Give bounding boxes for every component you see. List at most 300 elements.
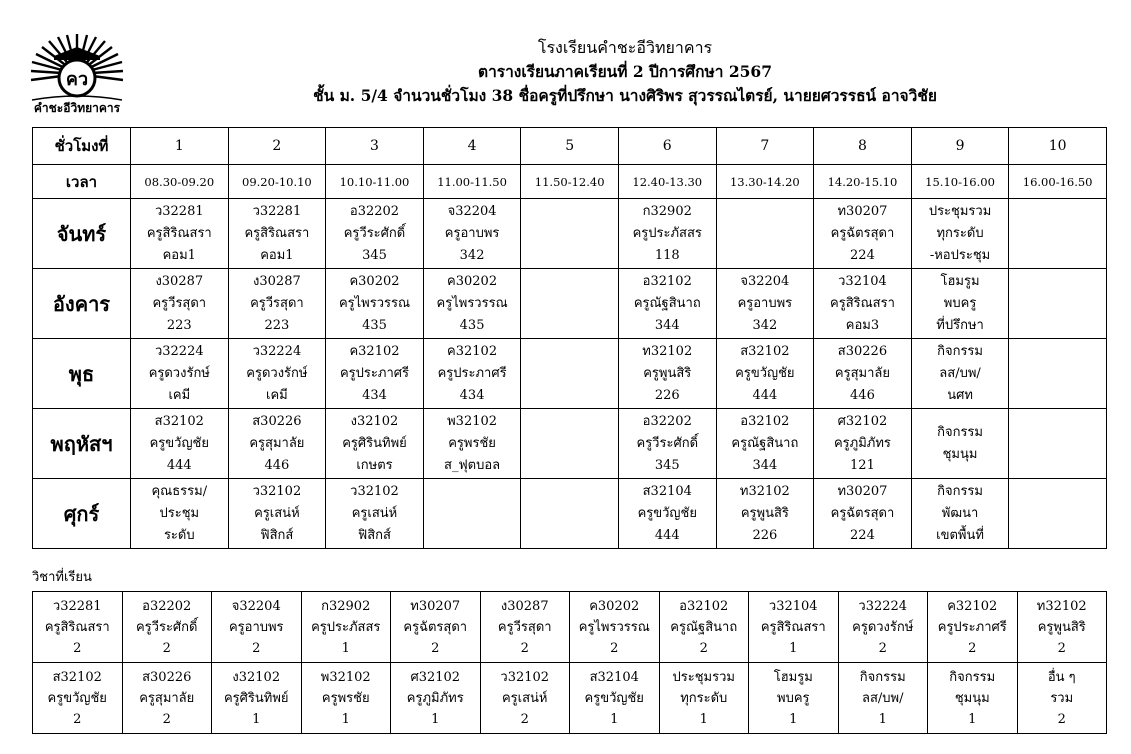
class-cell-line: จ32204 [740, 273, 790, 289]
subject-cell-line: 1 [252, 711, 261, 727]
class-cell [326, 199, 424, 269]
subject-cell-line: ครูพูนสิริ [1037, 619, 1086, 635]
class-cell-line: 345 [362, 247, 387, 263]
class-cell-line: ที่ปรึกษา [936, 317, 984, 333]
svg-text:คว: คว [65, 69, 89, 90]
class-cell [814, 409, 912, 479]
subject-cell [212, 663, 302, 734]
class-cell-line: อ32102 [642, 273, 692, 289]
subject-cell-line: ลส/บพ/ [862, 690, 904, 706]
class-cell-line: ครูสิริณสรา [244, 225, 310, 241]
subject-cell [1017, 592, 1107, 663]
subject-cell [122, 592, 212, 663]
class-cell-line: เคมี [266, 387, 288, 403]
subject-cell-line: ครูอาบพร [228, 619, 284, 635]
subject-cell [480, 592, 570, 663]
subject-cell-line: ว32281 [52, 598, 102, 614]
logo-text: คำชะอีวิทยาคาร [33, 101, 121, 115]
class-cell-line: ส32104 [642, 483, 692, 499]
subject-cell [480, 663, 570, 734]
subject-cell-line: ค30202 [589, 598, 640, 614]
timetable [32, 127, 1107, 549]
subject-cell-line: 2 [431, 640, 440, 656]
class-cell-line: 342 [752, 317, 778, 333]
subject-cell-line: ว32104 [768, 598, 818, 614]
subject-cell-line: พ32102 [320, 669, 371, 685]
class-cell-line: ง30287 [253, 273, 301, 289]
class-cell [228, 269, 326, 339]
class-cell-line: ส_ฟุตบอล [444, 457, 501, 473]
subject-cell-line: ค32102 [947, 598, 998, 614]
subject-cell-line: กิจกรรม [949, 669, 996, 685]
subject-cell-line: ครูศิรินทิพย์ [223, 690, 289, 706]
class-cell-line: ส30226 [252, 413, 302, 429]
class-cell-line: ครูวีรสุดา [152, 295, 207, 311]
class-cell-line: ครูสุมาลัย [249, 435, 305, 451]
class-cell-line: 224 [850, 247, 875, 263]
class-cell-line: กิจกรรม [937, 343, 983, 359]
subject-cell [570, 663, 660, 734]
period-number: 9 [911, 128, 1009, 165]
subjects-row [33, 663, 1107, 734]
subject-cell-line: ครูวีระศักดิ์ [135, 619, 198, 635]
period-number: 1 [131, 128, 229, 165]
subject-cell [33, 592, 123, 663]
class-cell [911, 269, 1009, 339]
class-cell-line: พัฒนา [941, 505, 979, 521]
class-info: ชั้น ม. 5/4 จำนวนชั่วโมง 38 ชื่อครูที่ปรึกษา นางศิริพร สุวรรณไตรย์, นายยศวรรธน์ อาจวิชัย [313, 86, 937, 105]
subject-cell-line: โฮมรูม [773, 669, 813, 685]
subject-cell-line: ง32102 [232, 669, 281, 685]
class-cell-line: เกษตร [356, 457, 393, 473]
class-cell-line: 435 [362, 317, 387, 333]
class-cell-line: ง32102 [350, 413, 399, 429]
class-cell-line: ครูขวัญชัย [149, 435, 209, 451]
class-cell-line: ค30202 [447, 273, 498, 289]
subject-cell-line: ทุกระดับ [680, 690, 728, 706]
subject-cell-line: 1 [699, 711, 708, 727]
day-row [33, 269, 1107, 339]
class-cell-line: 342 [459, 247, 485, 263]
subject-cell-line: 2 [610, 640, 619, 656]
school-logo [28, 30, 126, 116]
class-cell [521, 269, 619, 339]
class-cell [716, 409, 814, 479]
class-cell-line: 435 [459, 317, 485, 333]
class-cell-line: ครูประภาศรี [339, 365, 409, 381]
class-cell [814, 269, 912, 339]
day-row [33, 479, 1107, 549]
class-cell-line: ครูพูนสิริ [643, 365, 692, 381]
class-cell [814, 339, 912, 409]
class-cell [423, 269, 521, 339]
class-cell [1009, 479, 1107, 549]
class-cell-line: ครูดวงรักษ์ [148, 365, 210, 381]
class-cell-line: ระดับ [163, 527, 195, 543]
class-cell-line: 118 [654, 247, 680, 263]
subject-cell-line: พบครู [777, 690, 810, 706]
subject-cell-line: ว32224 [858, 598, 908, 614]
subject-cell-line: ง30287 [500, 598, 549, 614]
class-cell-line: ครูประภัสสร [632, 225, 702, 241]
subject-cell-line: 1 [878, 711, 887, 727]
subject-cell-line: ครูเสน่ห์ [501, 690, 548, 706]
class-cell-line: กิจกรรม [937, 483, 983, 499]
class-cell-line: 224 [850, 527, 875, 543]
class-cell-line: ฟิสิกส์ [358, 527, 391, 543]
class-cell-line: คอม1 [162, 247, 196, 263]
subject-cell-line: อ32202 [142, 598, 192, 614]
subject-cell-line: ครูภูมิภัทร [406, 690, 464, 706]
class-cell-line: 444 [166, 457, 192, 473]
subject-cell-line: ท30207 [410, 598, 461, 614]
class-cell [423, 409, 521, 479]
subject-cell-line: 2 [878, 640, 887, 656]
day-name: ศุกร์ [33, 479, 131, 549]
subject-cell-line: ส32102 [52, 669, 102, 685]
subject-cell-line: ครูพรชัย [321, 690, 370, 706]
class-cell [521, 199, 619, 269]
class-cell-line: ครูอาบพร [737, 295, 793, 311]
subject-cell [659, 592, 749, 663]
class-cell-line: ครูพรชัย [448, 435, 496, 451]
subject-cell-line: 1 [789, 640, 798, 656]
subject-cell [122, 663, 212, 734]
class-cell [228, 199, 326, 269]
subject-cell-line: อื่น ๆ [1047, 669, 1076, 685]
day-name: จันทร์ [33, 199, 131, 269]
subject-cell-line: 1 [968, 711, 977, 727]
period-number: 2 [228, 128, 326, 165]
class-cell [423, 479, 521, 549]
subject-cell-line: ครูณัฐสินาถ [670, 619, 738, 635]
class-cell-line: ครูขวัญชัย [637, 505, 697, 521]
subject-cell [212, 592, 302, 663]
subject-cell-line: ศ32102 [410, 669, 461, 685]
subject-cell-line: 2 [1057, 711, 1066, 727]
class-cell [326, 409, 424, 479]
class-cell [618, 339, 716, 409]
class-cell-line: ครูณัฐสินาถ [633, 295, 701, 311]
class-cell [521, 479, 619, 549]
day-row [33, 339, 1107, 409]
period-number: 8 [814, 128, 912, 165]
class-cell [131, 479, 229, 549]
class-cell-line: ว32102 [252, 483, 302, 499]
class-cell-line: ครูภูมิภัทร [833, 435, 891, 451]
class-cell [618, 409, 716, 479]
subject-cell-line: ท32102 [1036, 598, 1087, 614]
time-slot: 08.30-09.20 [131, 165, 229, 199]
subject-cell-line: รวม [1050, 690, 1074, 706]
class-cell-line: ครูอาบพร [444, 225, 500, 241]
subject-cell-line: ครูฉัตรสุดา [403, 619, 468, 635]
subject-cell-line: 1 [341, 640, 350, 656]
class-cell [228, 409, 326, 479]
class-cell-line: ครูณัฐสินาถ [731, 435, 799, 451]
class-cell-line: ค30202 [349, 273, 400, 289]
subject-cell-line: ครูดวงรักษ์ [852, 619, 914, 635]
class-cell [911, 199, 1009, 269]
subject-cell [928, 663, 1018, 734]
time-slot: 14.20-15.10 [814, 165, 912, 199]
class-cell-line: ส32102 [154, 413, 204, 429]
subject-cell-line: 2 [73, 640, 82, 656]
subject-cell-line: 1 [610, 711, 619, 727]
class-cell-line: ศ32102 [837, 413, 888, 429]
subject-cell-line: ครูขวัญชัย [584, 690, 644, 706]
period-label: ชั่วโมงที่ [33, 128, 131, 165]
class-cell-line: ว32104 [838, 273, 887, 289]
school-emblem-icon [28, 30, 126, 116]
class-cell-line: เคมี [168, 387, 191, 403]
subject-cell [301, 663, 391, 734]
class-cell [326, 269, 424, 339]
class-cell-line: ว32224 [252, 343, 302, 359]
class-cell-line: ค32102 [349, 343, 400, 359]
class-cell-line: ว32281 [252, 203, 302, 219]
subject-cell-line: 2 [520, 711, 529, 727]
class-cell-line: ครูฉัตรสุดา [830, 505, 895, 521]
class-cell [131, 339, 229, 409]
class-cell-line: ครูประภาศรี [437, 365, 507, 381]
class-cell [423, 339, 521, 409]
time-slot: 11.00-11.50 [423, 165, 521, 199]
day-name: พุธ [33, 339, 131, 409]
class-cell-line: ลส/บพ/ [939, 365, 981, 381]
subject-cell [33, 663, 123, 734]
period-number: 10 [1009, 128, 1107, 165]
class-cell [521, 409, 619, 479]
subject-cell-line: ก32902 [321, 598, 371, 614]
class-cell-line: โฮมรูม [940, 273, 980, 289]
subject-cell [838, 663, 928, 734]
subject-cell-line: 2 [1057, 640, 1066, 656]
class-cell-line: ว32281 [154, 203, 204, 219]
subject-cell [659, 663, 749, 734]
subject-cell-line: 2 [968, 640, 977, 656]
class-cell [423, 199, 521, 269]
subject-cell-line: ครูประภาศรี [937, 619, 1007, 635]
time-slot: 11.50-12.40 [521, 165, 619, 199]
class-cell [131, 269, 229, 339]
class-cell-line: ครูวีรสุดา [250, 295, 304, 311]
subject-cell [928, 592, 1018, 663]
class-cell-line: คุณธรรม/ [151, 483, 208, 499]
time-slot: 09.20-10.10 [228, 165, 326, 199]
class-cell-line: ทุกระดับ [936, 225, 984, 241]
subject-cell-line: 2 [73, 711, 82, 727]
day-row [33, 199, 1107, 269]
subject-cell-line: ครูไพรวรรณ [578, 619, 650, 635]
subject-cell-line: 2 [252, 640, 261, 656]
class-cell [716, 199, 814, 269]
subject-cell [570, 592, 660, 663]
subject-cell [391, 663, 481, 734]
class-cell-line: อ32202 [642, 413, 692, 429]
class-cell-line: 345 [654, 457, 680, 473]
subject-cell-line: ว32102 [500, 669, 550, 685]
class-cell [911, 339, 1009, 409]
subject-cell-line: ครูขวัญชัย [47, 690, 107, 706]
class-cell [1009, 269, 1107, 339]
class-cell-line: ชุมนุม [942, 446, 978, 462]
class-cell-line: 226 [752, 527, 778, 543]
class-cell [228, 479, 326, 549]
class-cell [814, 479, 912, 549]
class-cell-line: อ32202 [349, 203, 400, 219]
class-cell [326, 479, 424, 549]
subject-cell-line: ชุมนุม [954, 690, 990, 706]
class-cell-line: คอม3 [845, 317, 880, 333]
class-cell [618, 199, 716, 269]
class-cell [716, 339, 814, 409]
class-cell-line: 226 [654, 387, 680, 403]
class-cell-line: ครูเสน่ห์ [254, 505, 300, 521]
class-cell [716, 479, 814, 549]
class-cell-line: 446 [850, 387, 875, 403]
class-cell-line: ครูวีระศักดิ์ [636, 435, 699, 451]
class-cell-line: ครูขวัญชัย [735, 365, 795, 381]
subject-cell-line: ส32104 [589, 669, 639, 685]
subjects-label: วิชาที่เรียน [32, 570, 92, 585]
time-slot: 12.40-13.30 [618, 165, 716, 199]
class-cell-line: ฟิสิกส์ [260, 527, 294, 543]
class-cell-line: ครูไพรวรรณ [338, 295, 411, 311]
class-cell-line: พ32102 [447, 413, 498, 429]
day-name: อังคาร [33, 269, 131, 339]
class-cell-line: ส30226 [837, 343, 888, 359]
subject-cell-line: ครูสิริณสรา [760, 619, 826, 635]
class-cell-line: ครูสิริณสรา [146, 225, 212, 241]
class-cell-line: ครูสุมาลัย [834, 365, 890, 381]
time-row [33, 165, 1107, 199]
subject-cell-line: กิจกรรม [859, 669, 906, 685]
class-cell-line: ประชุม [159, 505, 200, 521]
class-cell [716, 269, 814, 339]
class-cell-line: พบครู [943, 295, 977, 311]
class-cell-line: ครูพูนสิริ [740, 505, 789, 521]
subject-cell [749, 663, 839, 734]
class-cell-line: เขตพื้นที่ [936, 527, 984, 543]
subject-cell-line: 2 [699, 640, 708, 656]
class-cell-line: 121 [850, 457, 875, 473]
class-cell-line: ครูฉัตรสุดา [830, 225, 895, 241]
subject-cell-line: 1 [789, 711, 798, 727]
subjects-table [32, 591, 1107, 734]
class-cell-line: ท30207 [837, 203, 888, 219]
class-cell [521, 339, 619, 409]
class-cell-line: 434 [362, 387, 387, 403]
time-label: เวลา [33, 165, 131, 199]
time-slot: 15.10-16.00 [911, 165, 1009, 199]
subjects-row [33, 592, 1107, 663]
class-cell-line: ว32224 [154, 343, 204, 359]
subject-cell-line: ครูวีรสุดา [497, 619, 552, 635]
class-cell-line: ง30287 [155, 273, 204, 289]
class-cell-line: ท30207 [837, 483, 888, 499]
class-cell [618, 479, 716, 549]
class-cell [131, 199, 229, 269]
time-slot: 10.10-11.00 [326, 165, 424, 199]
class-cell-line: ครูไพรวรรณ [436, 295, 508, 311]
class-cell-line: 446 [264, 457, 290, 473]
class-cell [911, 479, 1009, 549]
class-cell-line: ส32102 [740, 343, 790, 359]
class-cell-line: นศท [947, 387, 973, 403]
class-cell [131, 409, 229, 479]
subject-cell-line: ครูสิริณสรา [44, 619, 110, 635]
subject-cell-line: 1 [341, 711, 350, 727]
class-cell-line: ครูศิรินทิพย์ [342, 435, 407, 451]
time-slot: 13.30-14.20 [716, 165, 814, 199]
class-cell [326, 339, 424, 409]
class-cell-line: ครูสิริณสรา [830, 295, 895, 311]
period-number: 4 [423, 128, 521, 165]
day-row [33, 409, 1107, 479]
class-cell-line: ท32102 [642, 343, 693, 359]
subject-cell-line: ส30226 [142, 669, 192, 685]
period-number: 6 [618, 128, 716, 165]
class-cell-line: -หอประชุม [929, 247, 991, 263]
class-cell-line: ท32102 [739, 483, 790, 499]
class-cell-line: จ32204 [447, 203, 497, 219]
day-name: พฤหัสฯ [33, 409, 131, 479]
class-cell [814, 199, 912, 269]
period-number: 3 [326, 128, 424, 165]
class-cell [228, 339, 326, 409]
class-cell-line: คอม1 [260, 247, 294, 263]
class-cell [1009, 409, 1107, 479]
subject-cell-line: ประชุมรวม [672, 669, 735, 685]
class-cell-line: ก32902 [642, 203, 692, 219]
subject-cell-line: ครูสุมาลัย [139, 690, 195, 706]
class-cell [911, 409, 1009, 479]
subject-cell [301, 592, 391, 663]
subject-cell-line: ครูประภัสสร [311, 619, 381, 635]
schedule-term-title: ตารางเรียนภาคเรียนที่ 2 ปีการศึกษา 2567 [478, 62, 772, 81]
school-name: โรงเรียนคำชะอีวิทยาคาร [537, 38, 713, 57]
class-cell-line: 223 [264, 317, 290, 333]
page-header [130, 36, 1120, 108]
class-cell [618, 269, 716, 339]
subject-cell [391, 592, 481, 663]
class-cell-line: ครูเสน่ห์ [351, 505, 398, 521]
class-cell-line: 223 [166, 317, 192, 333]
time-slot: 16.00-16.50 [1009, 165, 1107, 199]
class-cell-line: อ32102 [740, 413, 790, 429]
class-cell-line: 444 [654, 527, 680, 543]
subject-cell-line: อ32102 [679, 598, 729, 614]
class-cell-line: 344 [752, 457, 778, 473]
subject-cell-line: 2 [162, 640, 171, 656]
subject-cell [838, 592, 928, 663]
class-cell [1009, 339, 1107, 409]
period-row [33, 128, 1107, 165]
class-cell-line: 344 [654, 317, 680, 333]
subject-cell [1017, 663, 1107, 734]
subject-cell-line: จ32204 [231, 598, 281, 614]
class-cell-line: ว32102 [350, 483, 399, 499]
class-cell-line: 444 [752, 387, 778, 403]
period-number: 7 [716, 128, 814, 165]
class-cell-line: 434 [459, 387, 485, 403]
class-cell-line: ครูวีระศักดิ์ [343, 225, 406, 241]
class-cell-line: ประชุมรวม [928, 203, 992, 219]
class-cell-line: ค32102 [447, 343, 498, 359]
subject-cell-line: 1 [431, 711, 440, 727]
subject-cell [749, 592, 839, 663]
